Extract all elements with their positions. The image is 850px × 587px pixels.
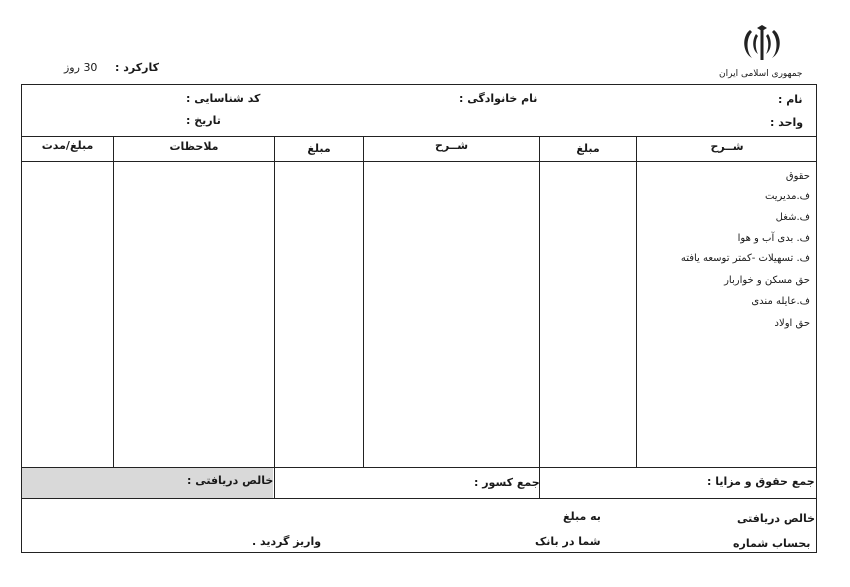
footer-net-label: خالص دریافتی	[737, 512, 816, 525]
col-header-amount-2: مبلغ	[307, 142, 331, 155]
work-days-value: 30 روز	[64, 61, 98, 74]
date-label: تاریخ :	[186, 114, 221, 127]
earning-item: ف. تسهیلات -کمتر توسعه یافته	[680, 253, 810, 264]
work-days-label: کارکرد :	[115, 61, 159, 74]
earning-item: حق اولاد	[774, 318, 810, 329]
net-received-label: خالص دریافتی :	[187, 474, 274, 487]
footer-amount-label: به مبلغ	[563, 510, 601, 523]
emblem-caption: جمهوری اسلامی ایران	[719, 69, 803, 79]
table-top-line	[21, 136, 817, 137]
col-header-amount: مبلغ	[576, 142, 600, 155]
col-divider-5	[113, 136, 114, 467]
col-divider-2	[539, 136, 540, 498]
col-divider-1	[636, 136, 637, 467]
total-deductions-label: جمع کسور :	[474, 476, 540, 489]
col-header-description: شــرح	[710, 140, 744, 153]
emblem-logo	[740, 24, 784, 64]
name-label: نام :	[778, 93, 803, 106]
footer-deposit-label: واریز گردید .	[252, 535, 322, 548]
earning-item: حقوق	[785, 171, 810, 182]
earning-item: حق مسکن و خواربار	[724, 275, 810, 286]
earning-item: ف.عایله مندی	[751, 296, 810, 307]
col-header-notes: ملاحظات	[169, 140, 219, 153]
col-header-description-2: شــرح	[434, 139, 469, 152]
family-name-label: نام خانوادگی :	[459, 92, 538, 105]
earning-item: ف. بدی آب و هوا	[737, 233, 810, 244]
unit-label: واحد :	[770, 116, 804, 129]
col-header-amount-duration: مبلغ/مدت	[41, 139, 94, 152]
total-benefits-label: جمع حقوق و مزایا :	[707, 475, 815, 488]
footer-bank-label: شما در بانک	[535, 535, 601, 548]
earning-item: ف.مدیریت	[764, 191, 810, 202]
col-divider-3	[363, 136, 364, 467]
footer-account-label: بحساب شماره	[733, 537, 811, 550]
totals-bottom-line	[21, 498, 817, 499]
id-code-label: کد شناسایی :	[186, 92, 261, 105]
earning-item: ف.شغل	[775, 212, 810, 223]
col-divider-4	[274, 136, 275, 498]
column-header-line	[21, 161, 817, 162]
